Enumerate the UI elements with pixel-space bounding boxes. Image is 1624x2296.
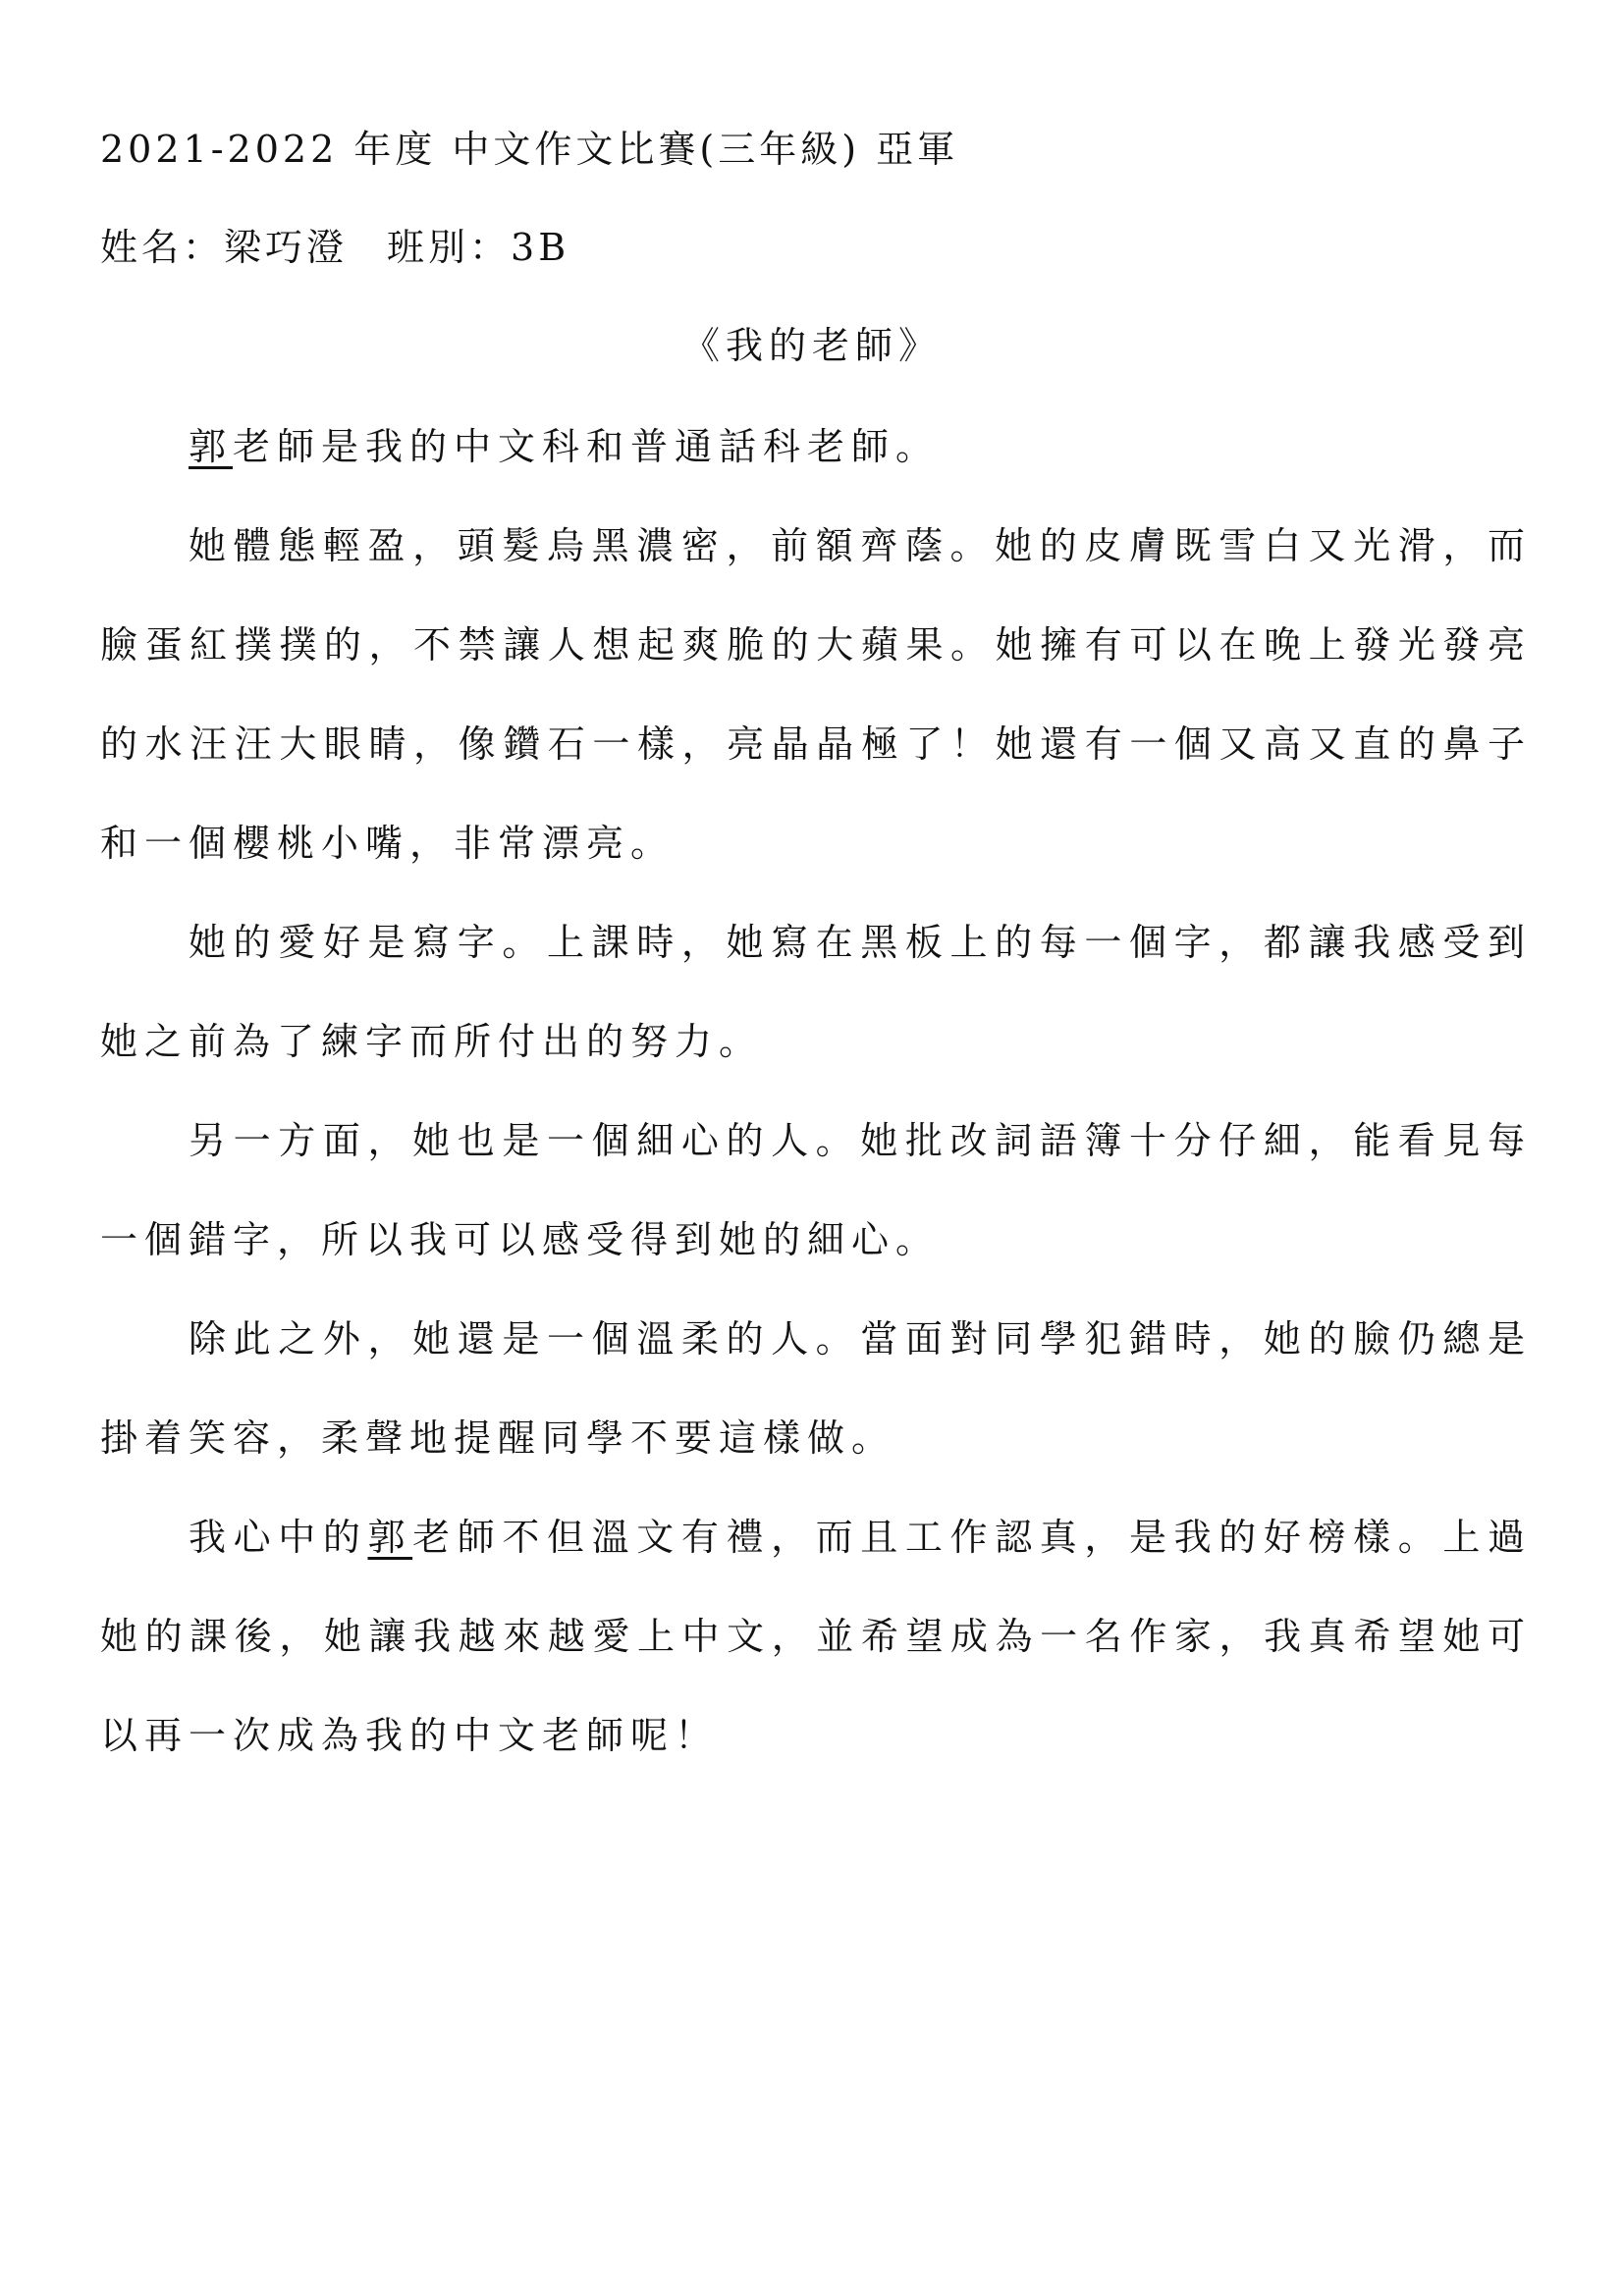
paragraph-4: 另一方面，她也是一個細心的人。她批改詞語簿十分仔細，能看見每一個錯字，所以我可以感受得到她的細心。 <box>100 1119 1532 1261</box>
paragraph-3: 她的愛好是寫字。上課時，她寫在黑板上的每一個字，都讓我感受到她之前為了練字而所付出的努力。 <box>100 921 1532 1063</box>
paragraph-6 <box>100 1488 1532 1786</box>
paragraph-2: 她體態輕盈，頭髮烏黑濃密，前額齊蔭。她的皮膚既雪白又光滑，而臉蛋紅撲撲的，不禁讓人想起爽脆的大蘋果。她擁有可以在晚上發光發亮的水汪汪大眼睛，像鑽石一樣，亮晶晶極了！她還有一個又高又直的鼻子和一個櫻桃小嘴，非常漂亮。 <box>100 524 1532 865</box>
paragraph-6-text-b: 老師不但溫文有禮，而且工作認真，是我的好榜樣。上過她的課後，她讓我越來越愛上中文，並希望成為一名作家，我真希望她可以再一次成為我的中文老師呢！ <box>100 1516 1532 1757</box>
essay-title: 《我的老師》 <box>681 324 942 367</box>
class-label: 班別： <box>387 226 512 269</box>
paragraph-6-text-a: 我心中的 <box>189 1516 368 1559</box>
paragraph-1 <box>100 398 1532 497</box>
name-label: 姓名： <box>100 226 225 269</box>
paragraph-1-text: 老師是我的中文科和普通話科老師。 <box>233 425 941 468</box>
student-info <box>100 218 1534 277</box>
competition-heading: 2021-2022 年度 中文作文比賽(三年級) 亞軍 <box>100 128 959 171</box>
teacher-surname: 郭 <box>367 1516 413 1559</box>
teacher-surname: 郭 <box>189 425 234 468</box>
paragraph-5: 除此之外，她還是一個溫柔的人。當面對同學犯錯時，她的臉仍總是掛着笑容，柔聲地提醒同學不要這樣做。 <box>100 1317 1532 1460</box>
name-value: 梁巧澄 <box>224 226 349 269</box>
class-value: 3B <box>511 226 570 269</box>
